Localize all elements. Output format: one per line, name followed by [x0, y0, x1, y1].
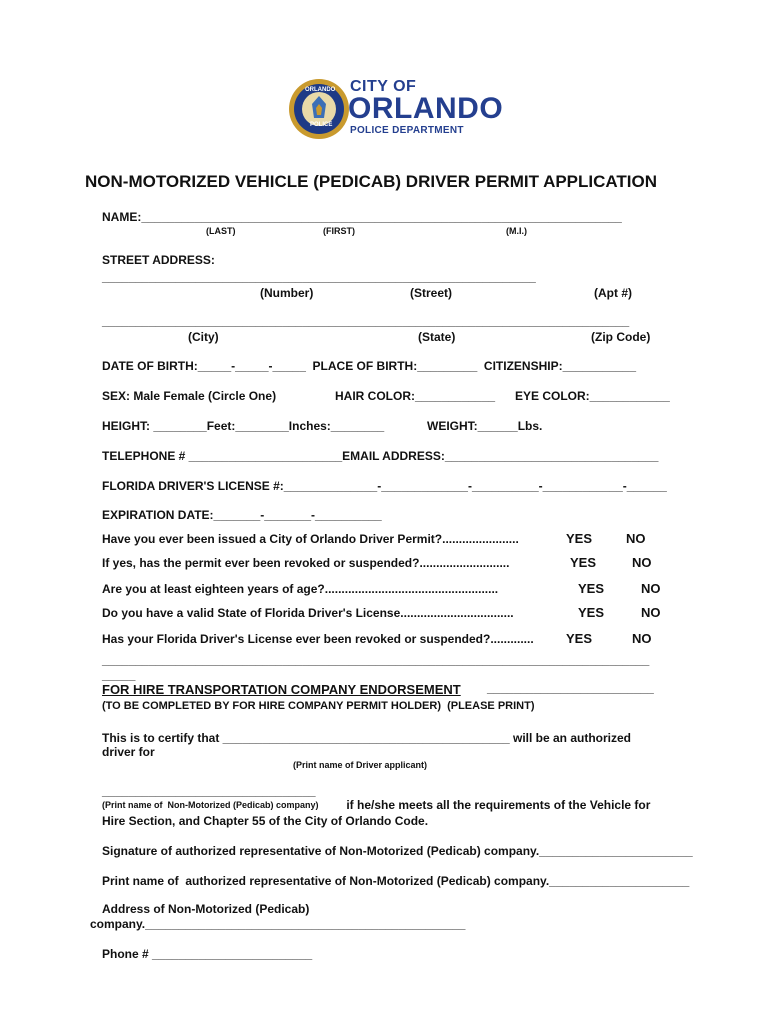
- question-1-yes[interactable]: YES: [566, 531, 593, 546]
- city-logo: [288, 78, 528, 142]
- name-last-label: (LAST): [206, 226, 236, 236]
- question-5-no[interactable]: NO: [632, 631, 652, 646]
- logo-police-department: POLICE DEPARTMENT: [350, 125, 464, 136]
- print-driver-label: (Print name of Driver applicant): [293, 760, 428, 770]
- company-name-label: (Print name of Non-Motorized (Pedicab) company): [102, 800, 319, 810]
- company-address-label: Address of Non-Motorized (Pedicab): [102, 902, 310, 916]
- question-3-yes[interactable]: YES: [578, 581, 605, 596]
- dob-pob-citizenship-field[interactable]: DATE OF BIRTH:_____-_____-_____ PLACE OF BIRTH:_________ CITIZENSHIP:___________: [102, 359, 637, 373]
- question-5-yes[interactable]: YES: [566, 631, 593, 646]
- company-name-field[interactable]: ________________________________: [102, 784, 316, 798]
- phone-field[interactable]: Phone # ________________________: [102, 947, 313, 961]
- company-address-field[interactable]: company.________________________________________________: [90, 917, 466, 931]
- endorsement-header-rule: _________________________: [487, 681, 654, 695]
- address-street-label: (Street): [410, 286, 453, 300]
- street-address-label: STREET ADDRESS:: [102, 253, 215, 267]
- question-2-yes[interactable]: YES: [570, 555, 597, 570]
- question-4: Do you have a valid State of Florida Driver's License..................................: [102, 606, 514, 620]
- signature-field[interactable]: Signature of authorized representative of Non-Motorized (Pedicab) company._______________________: [102, 844, 693, 858]
- question-5: Has your Florida Driver's License ever been revoked or suspended?.............: [102, 632, 534, 646]
- weight-field[interactable]: WEIGHT:______Lbs.: [427, 419, 543, 433]
- question-1-no[interactable]: NO: [626, 531, 646, 546]
- question-3-no[interactable]: NO: [641, 581, 661, 596]
- certify-driver-for: driver for: [102, 745, 155, 759]
- certify-driver-field[interactable]: This is to certify that ___________________________________________ will be an authorized: [102, 731, 632, 745]
- question-2: If yes, has the permit ever been revoked or suspended?...........................: [102, 556, 510, 570]
- name-first-label: (FIRST): [323, 226, 355, 236]
- question-1: Have you ever been issued a City of Orlando Driver Permit?.......................: [102, 532, 519, 546]
- address-city-label: (City): [188, 330, 219, 344]
- address-state-label: (State): [418, 330, 456, 344]
- eye-color-field[interactable]: EYE COLOR:____________: [515, 389, 670, 403]
- requirements-text: if he/she meets all the requirements of the Vehicle for: [343, 798, 651, 812]
- question-3: Are you at least eighteen years of age?....................................................: [102, 582, 499, 596]
- endorsement-subheader: (TO BE COMPLETED BY FOR HIRE COMPANY PERMIT HOLDER) (PLEASE PRINT): [102, 700, 535, 712]
- address-apt-label: (Apt #): [594, 286, 632, 300]
- page-title: NON-MOTORIZED VEHICLE (PEDICAB) DRIVER PERMIT APPLICATION: [85, 172, 658, 191]
- height-field[interactable]: HEIGHT: ________Feet:________Inches:________: [102, 419, 385, 433]
- sex-field[interactable]: SEX: Male Female (Circle One): [102, 389, 277, 403]
- print-representative-field[interactable]: Print name of authorized representative of Non-Motorized (Pedicab) company._____________________: [102, 874, 690, 888]
- question-4-no[interactable]: NO: [641, 605, 661, 620]
- separator-line: __________________________________________________________________________________: [102, 653, 650, 667]
- separator-line-tail: _____: [102, 668, 136, 682]
- requirements-text-2: Hire Section, and Chapter 55 of the City of Orlando Code.: [102, 814, 429, 828]
- hair-color-field[interactable]: HAIR COLOR:____________: [335, 389, 496, 403]
- question-2-no[interactable]: NO: [632, 555, 652, 570]
- name-mi-label: (M.I.): [506, 226, 527, 236]
- expiration-date-field[interactable]: EXPIRATION DATE:_______-_______-__________: [102, 508, 382, 522]
- seal-top-text: ORLANDO: [305, 87, 336, 93]
- question-4-yes[interactable]: YES: [578, 605, 605, 620]
- street-address-field[interactable]: _________________________________________________________________: [102, 270, 536, 284]
- endorsement-header: FOR HIRE TRANSPORTATION COMPANY ENDORSEMENT: [102, 682, 461, 697]
- seal-bottom-text: POLICE: [310, 122, 333, 128]
- city-state-zip-field[interactable]: _______________________________________________________________________________: [102, 314, 630, 328]
- logo-orlando: ORLANDO: [348, 92, 504, 125]
- address-zip-label: (Zip Code): [591, 330, 651, 344]
- drivers-license-field[interactable]: FLORIDA DRIVER'S LICENSE #:______________-_____________-__________-____________-______: [102, 479, 667, 493]
- name-field[interactable]: NAME:________________________________________________________________________: [102, 210, 622, 224]
- address-number-label: (Number): [260, 286, 314, 300]
- logo-city-of: CITY OF: [350, 78, 417, 95]
- telephone-email-field[interactable]: TELEPHONE # _______________________EMAIL ADDRESS:________________________________: [102, 449, 659, 463]
